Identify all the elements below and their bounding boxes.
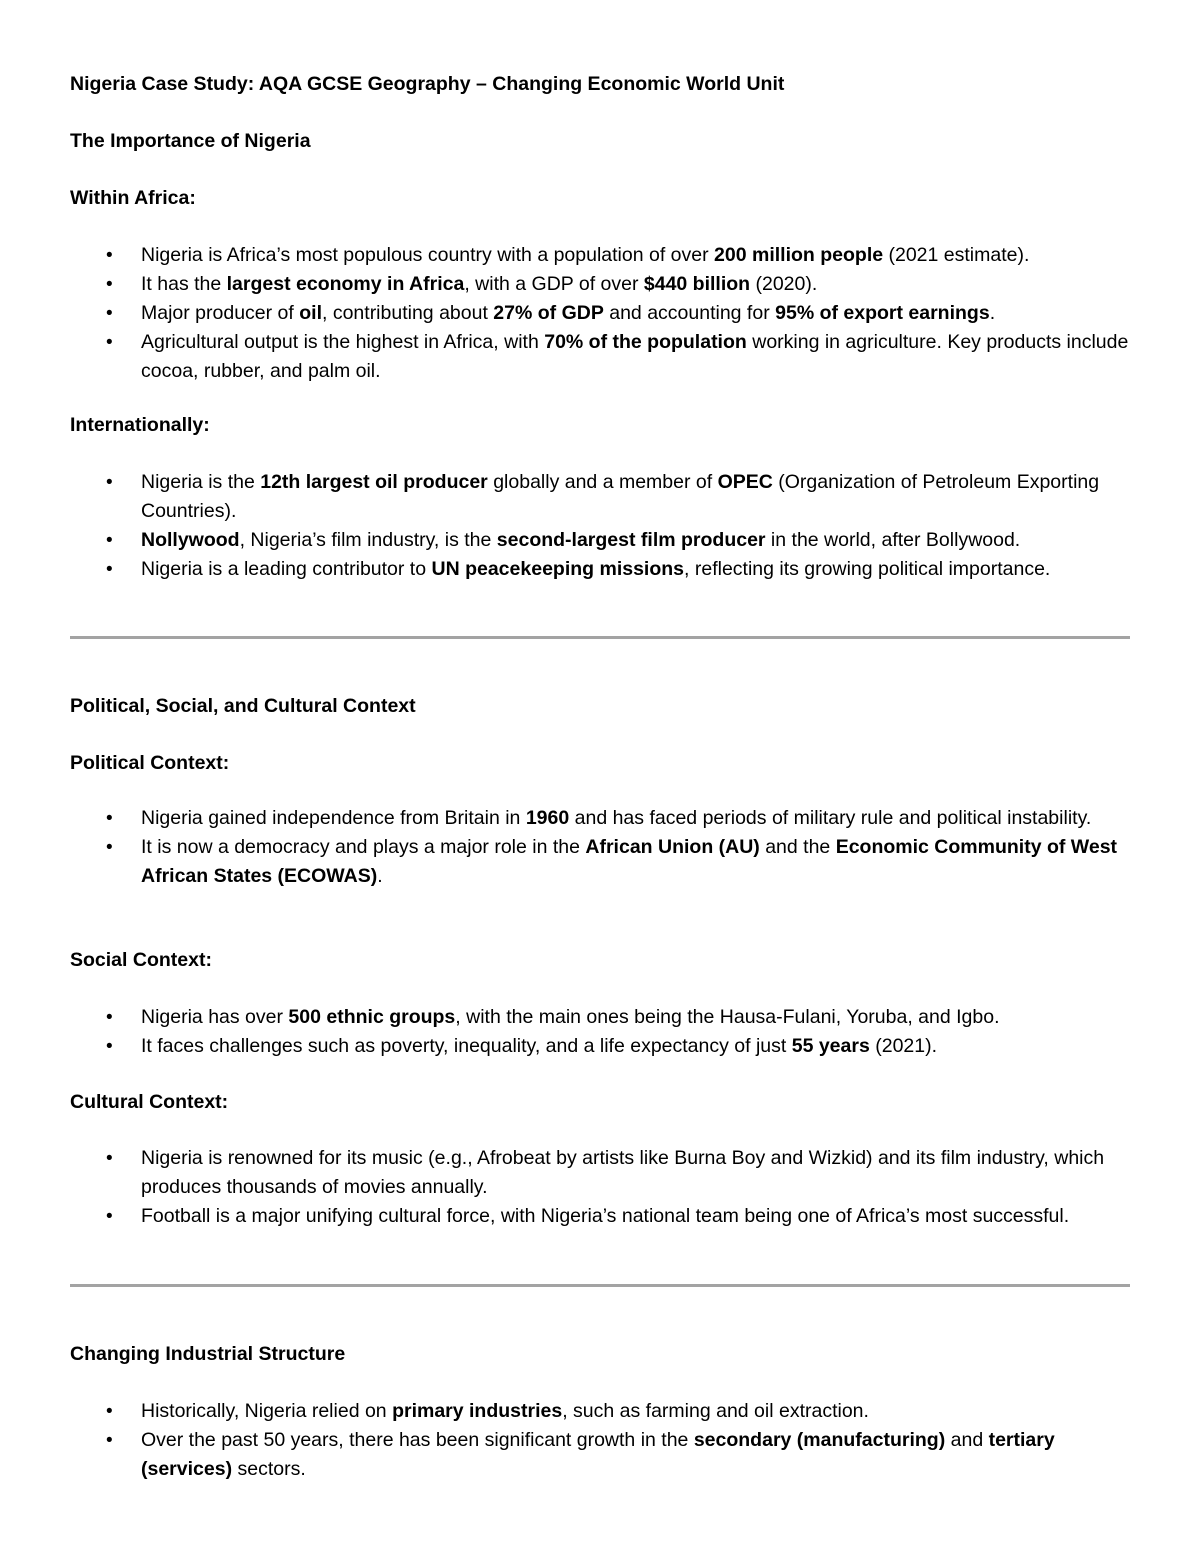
list-internationally [70, 468, 1130, 584]
list-within-africa [70, 241, 1130, 386]
bullet-icon: • [106, 559, 113, 580]
subheading-political-context: Political Context: [70, 752, 230, 774]
list-item [70, 328, 1130, 386]
list-item-text: and the [759, 836, 836, 858]
section-heading-industry: Changing Industrial Structure [70, 1343, 346, 1365]
list-item-text: . [377, 865, 383, 887]
emphasized-text: UN peacekeeping missions [431, 558, 685, 580]
emphasized-text: 12th largest oil producer [260, 471, 488, 493]
list-item-text: and has faced periods of military rule and political instability. [569, 807, 1092, 829]
section-heading-context: Political, Social, and Cultural Context [70, 695, 416, 717]
emphasized-text: $440 billion [643, 273, 751, 295]
list-item-text: , with the main ones being the Hausa-Fulani, Yoruba, and Igbo. [455, 1006, 1000, 1028]
list-item-text: Nigeria gained independence from Britain in [141, 807, 526, 829]
list-item-text: It faces challenges such as poverty, inequality, and a life expectancy of just [141, 1035, 792, 1057]
bullet-icon: • [106, 1430, 113, 1451]
list-item-text: (2021). [869, 1035, 938, 1057]
bullet-icon: • [106, 808, 113, 829]
list-item-text: Nigeria is Africa’s most populous country with a population of over [141, 244, 715, 266]
list-item-text: , with a GDP of over [464, 273, 644, 295]
list-item-text: Over the past 50 years, there has been significant growth in the [141, 1429, 694, 1451]
list-item-text: and [945, 1429, 989, 1451]
list-item-text: Agricultural output is the highest in Africa, with [141, 331, 545, 353]
emphasized-text: African Union (AU) [585, 836, 760, 858]
list-item [70, 1144, 1130, 1202]
emphasized-text: secondary (manufacturing) [693, 1429, 946, 1451]
bullet-icon: • [106, 472, 113, 493]
list-item-text: in the world, after Bollywood. [765, 529, 1021, 551]
list-item [70, 526, 1130, 555]
list-item-text: Nigeria is renowned for its music (e.g., Afrobeat by artists like Burna Boy and Wizkid) and its film industry, which produces thousands of movies annually. [141, 1147, 1105, 1198]
list-item-text: It has the [141, 273, 227, 295]
emphasized-text: 55 years [791, 1035, 870, 1057]
list-item-text: sectors. [232, 1458, 306, 1480]
section-heading-importance: The Importance of Nigeria [70, 130, 311, 152]
list-item [70, 833, 1130, 891]
list-item-text: , Nigeria’s film industry, is the [239, 529, 497, 551]
list-item-text: (2021 estimate). [883, 244, 1030, 266]
subheading-within-africa: Within Africa: [70, 187, 196, 209]
list-item-text: Historically, Nigeria relied on [141, 1400, 393, 1422]
emphasized-text: 70% of the population [544, 331, 747, 353]
list-item [70, 468, 1130, 526]
list-item-text: . [989, 302, 996, 324]
section-divider [70, 1284, 1130, 1287]
emphasized-text: Nollywood [141, 529, 240, 551]
list-item-text: Nigeria is a leading contributor to [141, 558, 432, 580]
bullet-icon: • [106, 245, 113, 266]
list-industry [70, 1397, 1130, 1484]
emphasized-text: oil [299, 302, 322, 324]
emphasized-text: second-largest film producer [496, 529, 766, 551]
emphasized-text: primary industries [392, 1400, 563, 1422]
list-item-text: , contributing about [322, 302, 494, 324]
list-item [70, 1397, 1130, 1426]
list-item-text: Nigeria is the [141, 471, 261, 493]
list-item [70, 804, 1130, 833]
emphasized-text: largest economy in Africa [226, 273, 465, 295]
bullet-icon: • [106, 1206, 113, 1227]
list-item-text: , reflecting its growing political importance. [684, 558, 1051, 580]
bullet-icon: • [106, 332, 113, 353]
emphasized-text: 27% of GDP [493, 302, 604, 324]
subheading-cultural-context: Cultural Context: [70, 1091, 229, 1113]
document-title: Nigeria Case Study: AQA GCSE Geography – Changing Economic World Unit [70, 73, 785, 95]
bullet-icon: • [106, 1148, 113, 1169]
bullet-icon: • [106, 530, 113, 551]
list-item-text: Major producer of [141, 302, 300, 324]
list-item [70, 270, 1130, 299]
list-item-text: (2020). [750, 273, 818, 295]
list-cultural-context [70, 1144, 1130, 1231]
emphasized-text: 200 million people [714, 244, 884, 266]
bullet-icon: • [106, 274, 113, 295]
list-social-context [70, 1003, 1130, 1061]
emphasized-text: 1960 [525, 807, 570, 829]
list-item [70, 241, 1130, 270]
list-item-text: It is now a democracy and plays a major role in the [141, 836, 586, 858]
list-item [70, 555, 1130, 584]
bullet-icon: • [106, 1007, 113, 1028]
bullet-icon: • [106, 837, 113, 858]
emphasized-text: Economic Community of West African States (ECOWAS) [141, 836, 1118, 887]
list-political-context [70, 804, 1130, 891]
subheading-internationally: Internationally: [70, 414, 210, 436]
bullet-icon: • [106, 1401, 113, 1422]
list-item-text: globally and a member of [487, 471, 718, 493]
list-item-text: Football is a major unifying cultural force, with Nigeria’s national team being one of Africa’s most successful. [141, 1205, 1070, 1227]
list-item-text: and accounting for [603, 302, 776, 324]
list-item-text: working in agriculture. Key products include cocoa, rubber, and palm oil. [141, 331, 1129, 382]
list-item [70, 1426, 1130, 1484]
list-item-text: , such as farming and oil extraction. [562, 1400, 869, 1422]
list-item [70, 1202, 1130, 1231]
subheading-social-context: Social Context: [70, 949, 212, 971]
bullet-icon: • [106, 303, 113, 324]
emphasized-text: OPEC [717, 471, 773, 493]
emphasized-text: tertiary (services) [141, 1429, 1055, 1480]
list-item-text: Nigeria has over [141, 1006, 289, 1028]
list-item-text: (Organization of Petroleum Exporting Countries). [141, 471, 1100, 522]
emphasized-text: 95% of export earnings [775, 302, 990, 324]
list-item [70, 299, 1130, 328]
emphasized-text: 500 ethnic groups [288, 1006, 456, 1028]
list-item [70, 1003, 1130, 1032]
section-divider [70, 636, 1130, 639]
list-item [70, 1032, 1130, 1061]
bullet-icon: • [106, 1036, 113, 1057]
